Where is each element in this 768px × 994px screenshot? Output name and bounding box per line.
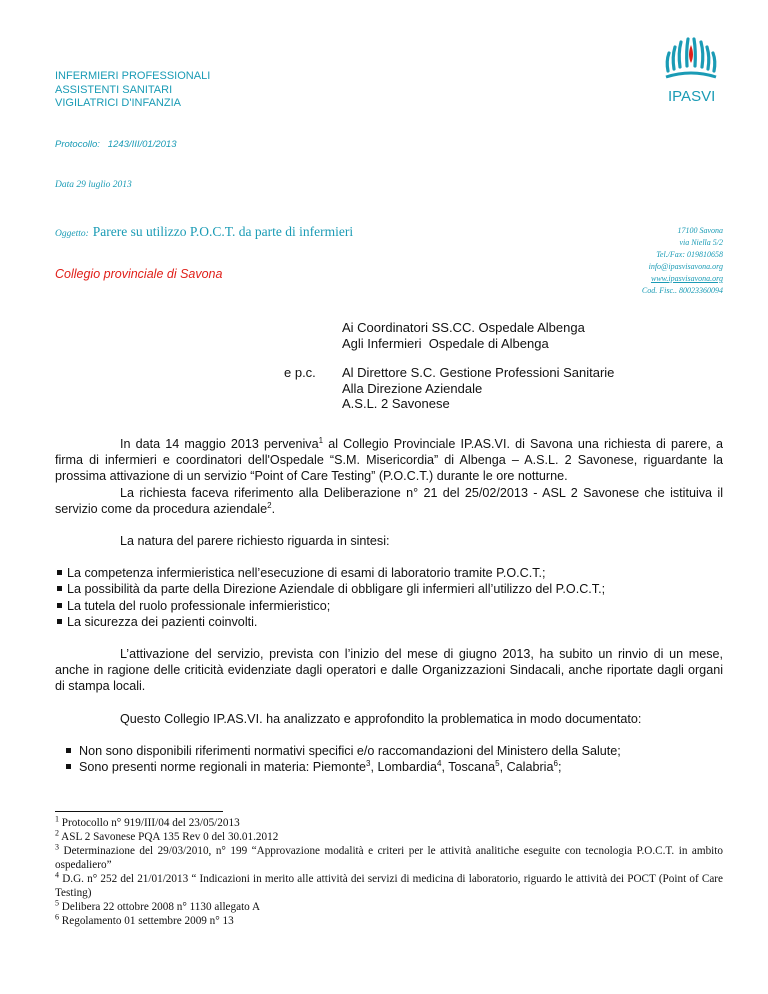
bullet-list-1 [55, 565, 723, 630]
list-item: Non sono disponibili riferimenti normativi specifici e/o raccomandazioni del Ministero della Salute; [55, 743, 723, 759]
protocol-number: Protocollo: 1243/III/01/2013 [55, 139, 177, 150]
list-item: La sicurezza dei pazienti coinvolti. [55, 614, 723, 630]
ipasvi-logo-icon [660, 33, 722, 83]
address-street: via Niella 5/2 [679, 238, 723, 247]
list-item: La tutela del ruolo professionale infermieristico; [55, 598, 723, 614]
footnote: $^5$ Delibera 22 ottobre 2008 n° 1130 allegato A [55, 898, 261, 913]
ipasvi-logo [660, 33, 722, 83]
paragraph-5: Questo Collegio IP.AS.VI. ha analizzato e approfondito la problematica in modo documentato: [120, 711, 642, 726]
subject-line [55, 223, 353, 241]
footnote-separator [55, 811, 223, 812]
address-block [563, 225, 723, 297]
address-city: 17100 Savona [677, 226, 723, 235]
document-date: Data 29 luglio 2013 [55, 180, 132, 190]
footnote: $^4$ D.G. n° 252 del 21/01/2013 “ Indicazioni in merito alle attività dei servizi di medicina di laboratorio, riguardo le attività dei POCT (Point of Care Testing) [55, 870, 723, 899]
address-fiscal-code: Cod. Fisc.. 80023360094 [641, 286, 723, 295]
footnote: $^3$ Determinazione del 29/03/2010, n° 199 “Approvazione modalità e criteri per le attività analitiche eseguite con tecnologia P.O.C.T. in ambito ospedaliero” [55, 842, 723, 871]
cc-line: A.S.L. 2 Savonese [342, 396, 450, 411]
recipients-cc [342, 365, 614, 412]
list-item: La possibilità da parte della Direzione Aziendale di obbligare gli infermieri all’utilizzo del P.O.C.T.; [55, 581, 723, 597]
bullet-list-2 [55, 743, 723, 775]
cc-line: Al Direttore S.C. Gestione Professioni Sanitarie [342, 365, 615, 380]
address-email[interactable]: info@ipasvisavona.org [648, 262, 723, 271]
cc-label: e p.c. [284, 365, 316, 380]
logo-text: IPASVI [668, 88, 716, 105]
address-website[interactable]: www.ipasvisavona.org [650, 274, 723, 283]
org-line: ASSISTENTI SANITARI [55, 83, 173, 96]
footnotes [55, 816, 723, 928]
paragraph-4: L’attivazione del servizio, prevista con l’inizio del mese di giugno 2013, ha subito un rinvio di un mese, anche in ragione delle criticità evidenziate dagli operatori e dalle Organizzazioni Sindacali, anche riportate dagli organi di stampa locali. [55, 647, 723, 694]
footnote: $^1$ Protocollo n° 919/III/04 del 23/05/2013 [55, 814, 240, 829]
subject-text: Parere su utilizzo P.O.C.T. da parte di infermieri [92, 224, 354, 239]
footnote: $^2$ ASL 2 Savonese PQA 135 Rev 0 del 30.01.2012 [55, 828, 279, 843]
address-phone: Tel./Fax: 019810658 [656, 250, 723, 259]
org-line: INFERMIERI PROFESSIONALI [55, 70, 211, 82]
recipient-line: Ai Coordinatori SS.CC. Ospedale Albenga [342, 320, 585, 335]
paragraph-1: In data 14 maggio 2013 perveniva$^1$ al Collegio Provinciale IP.AS.VI. di Savona una richiesta di parere, a firma di infermieri e coordinatori dell'Ospedale “S.M. Misericordia” di Albenga – A.S.L. 2 Savonese, riguardante la prossima attivazione di un servizio “Point of Care Testing” (P.O.C.T.) durante le ore notturne. [55, 435, 723, 484]
letter-body [55, 436, 723, 775]
org-lines [55, 70, 210, 111]
list-item: Sono presenti norme regionali in materia: Piemonte$^3$, Lombardia$^4$, Toscana$^5$, Calabria$^6$; [55, 759, 723, 775]
org-line: VIGILATRICI D'INFANZIA [55, 97, 181, 109]
recipient-line: Agli Infermieri Ospedale di Albenga [342, 336, 549, 351]
paragraph-2: La richiesta faceva riferimento alla Deliberazione n° 21 del 25/02/2013 - ASL 2 Savonese che istituiva il servizio come da procedura aziendale$^2$. [55, 485, 723, 516]
footnote: $^6$ Regolamento 01 settembre 2009 n° 13 [55, 912, 234, 927]
cc-line: Alla Direzione Aziendale [342, 380, 483, 396]
list-item: La competenza infermieristica nell’esecuzione di esami di laboratorio tramite P.O.C.T.; [55, 565, 723, 581]
subject-label: Oggetto: [55, 229, 89, 239]
paragraph-3: La natura del parere richiesto riguarda in sintesi: [120, 534, 390, 549]
collegio-name: Collegio provinciale di Savona [55, 267, 223, 281]
recipients-to [342, 320, 585, 352]
